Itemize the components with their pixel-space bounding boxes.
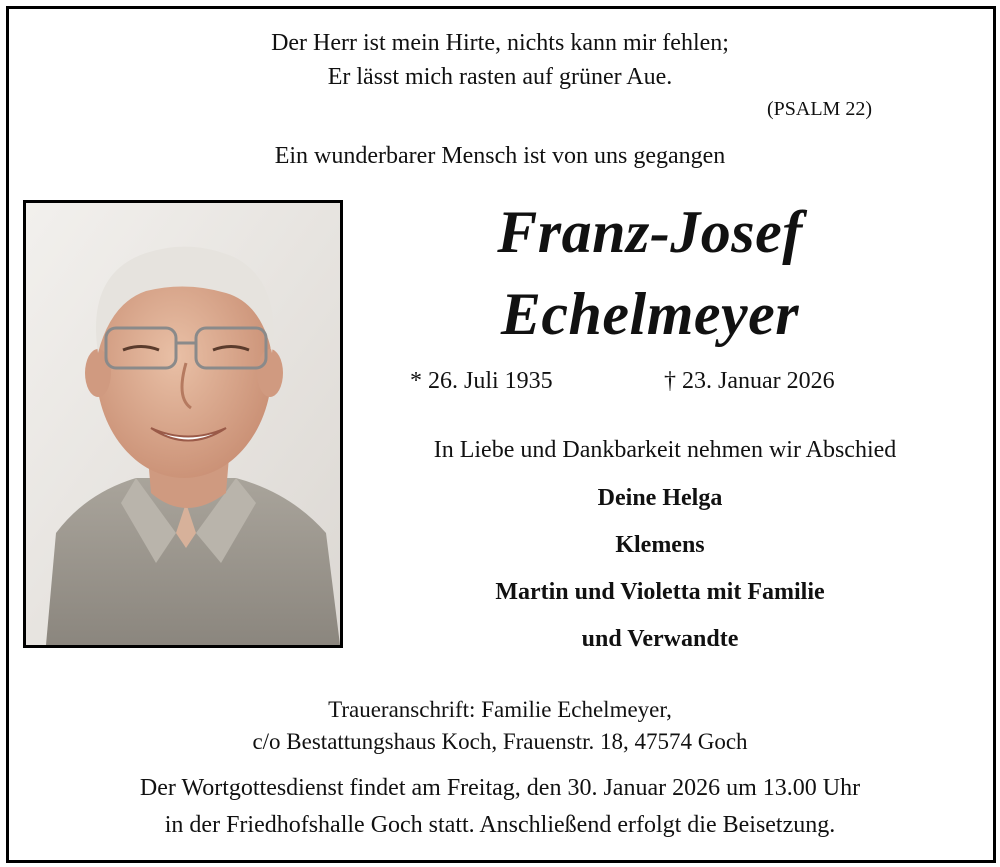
mourner-line: und Verwandte [581, 626, 739, 652]
portrait-illustration [26, 203, 340, 645]
mourner-line: Martin und Violetta mit Familie [495, 579, 825, 605]
deceased-first-name: Franz-Josef [497, 199, 803, 265]
psalm-line-1: Der Herr ist mein Hirte, nichts kann mir fehlen; [271, 30, 729, 56]
mourning-address-line-1: Traueranschrift: Familie Echelmeyer, [328, 697, 672, 722]
service-info-line-1: Der Wortgottesdienst findet am Freitag, den 30. Januar 2026 um 13.00 Uhr [139, 775, 861, 801]
mourning-address-line-2: c/o Bestattungshaus Koch, Frauenstr. 18, 47574 Goch [252, 729, 748, 754]
deceased-portrait-photo [23, 200, 343, 648]
mourner-line: Deine Helga [597, 485, 723, 511]
farewell-line: In Liebe und Dankbarkeit nehmen wir Abschied [433, 437, 897, 463]
death-date: † 23. Januar 2026 [664, 368, 835, 394]
psalm-line-2: Er lässt mich rasten auf grüner Aue. [327, 64, 673, 90]
intro-line: Ein wunderbarer Mensch ist von uns gegangen [274, 143, 726, 169]
service-info-line-2: in der Friedhofshalle Goch statt. Anschließend erfolgt die Beisetzung. [164, 812, 836, 838]
psalm-reference: (PSALM 22) [766, 98, 872, 120]
mourner-line: Klemens [615, 532, 705, 558]
deceased-last-name: Echelmeyer [500, 281, 800, 347]
birth-date: * 26. Juli 1935 [410, 368, 553, 394]
